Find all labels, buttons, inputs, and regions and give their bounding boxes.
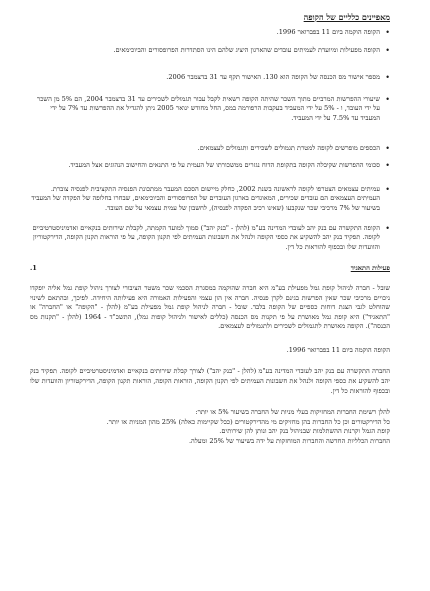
characteristics-list xyxy=(30,28,390,252)
text-line: קופת הגמל וקרנות ההשתלמות שבניהול בנק יהב ונותן להן שירותים. xyxy=(219,427,390,436)
section-number: 1. xyxy=(30,264,37,273)
list-item: • עמיתים עצמאים הצטרפו לקופה לראשונה בשנת 2002, כחלק מיישום הסכם המעבר ממתכונת הפנסיה התקציבית לפנסיה צוברת. העמיתים העצמאים הם עובדים שכירים, המאוגדים בארגון העובדים של הפרופסורים והביוכימאים, שבחרו בחלופה של הפקדה של המעביד בשיעור של 7% מרכיבי שכר שנקבעו (שאינו רכיב הפקדה לפנסיה), לחשבון של עמית עצמאי על שם העובד. xyxy=(30,185,390,214)
list-item: • הקופה הוקמה ביום 11 בפברואר 1996. xyxy=(30,28,390,38)
paragraph: הקופה הוקמה ביום 11 בפברואר 1996. xyxy=(286,345,390,354)
text-line: כל הדירקטורים וכן כל החברות בהן מחזיקים מי מהדירקטורים (ככל שקיימות כאלה) 25% מהון המניות או יותר. xyxy=(106,417,390,426)
document-title: מאפיינים כלליים של הקופה xyxy=(303,12,390,22)
list-item: • הכספים מופרשים לקופה למטרת תגמולים לשכירים ותגמולים לעצמאים. xyxy=(30,144,390,154)
holders-block xyxy=(30,408,390,446)
list-item: • סכומי ההפרשות שקיבלה הקופה בתקופת הדוח נגזרים ממשכורתו של העמית על פי התנאים והחישוב הנהוגים אצל המעביד. xyxy=(30,161,390,171)
list-item: • הקופה התקשרה עם בנק יהב לעובדי המדינה בע"מ (להלן - "בנק יהב") סמוך למועד הקמתה, לקבלת שירותים בנקאיים ואדמיניסטרטיביים לקופה. תפקיד בנק יהב להשקיע את כספי הקופה ולנהל את חשבונות העמיתים לפי תקנון הקופה, על פי הוראות תקנון הקופה, הדירקטוריון והוועדות שלו ובכפוף להוראות כל דין. xyxy=(30,224,390,253)
section-heading xyxy=(30,264,390,274)
text-line: להלן רשימת החברות המחזיקות בעלי מניות של החברה בשיעור 5% או יותר: xyxy=(195,408,390,417)
list-item: • מספר אישור מס הכנסה של הקופה הוא 130. האישור תקף עד 31 בדצמבר 2006. xyxy=(30,73,390,83)
paragraph: שובל - חברה לניהול קופת גמל מפעילת בע"מ היא חברה שהוקמה במסגרת הסכמי שכר משטר הציבורי לצורך ניהול קופת גמל אליה יופקדו ניכויים מרכיבי שכר שאין הפרשות בגינם לקרן פנסיה. חברה אין הון עצמי והפעילות האמורה היא פעילותה היחידה. לפיכך, ובהתאם לשינוי שהוחלט לגבי הצגת דוחות כספיים של הקופה בלבד. שובל - חברה לניהול קופת גמל מפעילת בע"מ (להלן - "הקופה" או "החברה" או "התאגיד") היא קופת גמל מאושרת על פי תקנות מס הכנסה (כללים לאישור ולניהול קופות גמל), התשכ"ד - 1964 (להלן - "תקנות מס הכנסה"). הקופה מאושרת לתגמולים לשכירים ולתגמולים לעצמאים. xyxy=(30,283,390,331)
text-line: החברות הכלליות החדשה והחברות המוחזקות על ידה בשיעור של 25% ומעלה. xyxy=(188,437,390,446)
list-item: • הקופה מפעילות ומיועדת לעמיתים עובדים שהארגון היציג שלהם הינו הסתדרות הפרופסורים והביוכימאים. xyxy=(30,46,390,56)
list-item: • שיעורי ההפרשות המרביים מתוך השכר שהיתה הקופה רשאית לקבל עבור תגמולים לשכירים עד 31 בדצמבר 2004, הם 5% מן השכר על ידי העובד, ו - 5% על ידי המעביד בעקבות הרפורמה במס, החל מחודש ינואר 2005 ניתן להגדיל את ההפרשות עד 7% על ידי המעביד עד 7.5% על ידי המעביד. xyxy=(30,95,390,124)
section-title: פעילות התאגיד xyxy=(350,264,390,273)
paragraph: החברה התקשרה עם בנק יהב לעובדי המדינה בע"מ (להלן - "בנק יהב") לצורך קבלת שירותים בנקאיים ואדמיניסטרטיביים לקופה. תפקיד בנק יהב להשקיע את כספי הקופה ולנהל את חשבונות העמיתים לפי תקנון הקופה, הוראות הקופה, הוראות תקנון הקופה, הדירקטוריון והוועדות שלו ובכפוף להוראות כל דין. xyxy=(30,367,390,395)
